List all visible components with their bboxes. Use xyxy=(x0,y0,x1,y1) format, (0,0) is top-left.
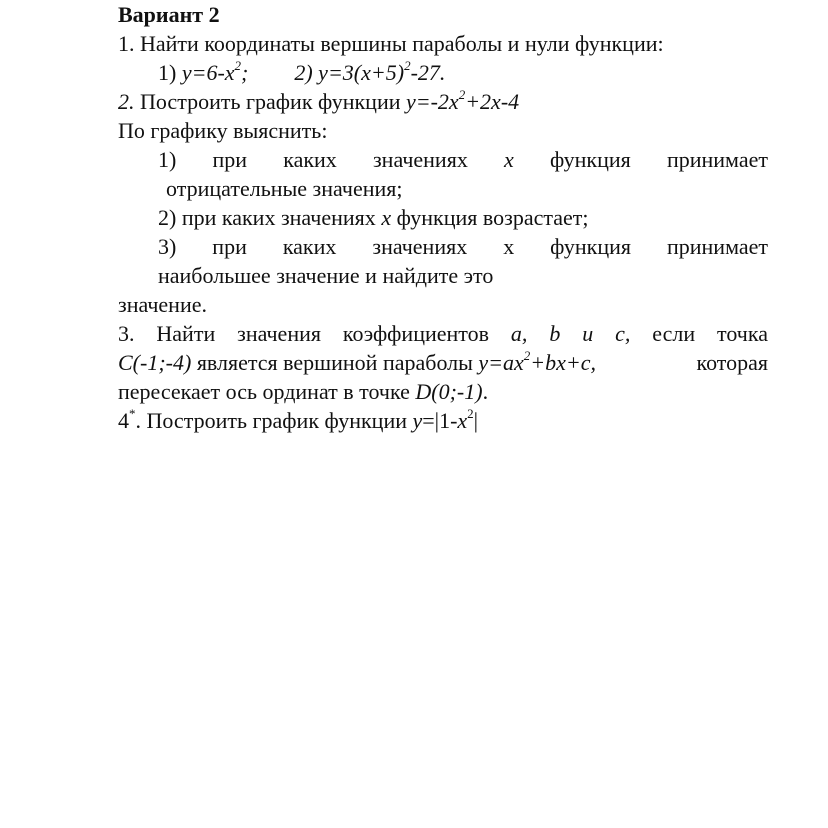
point-c: C(-1;-4) xyxy=(118,350,192,375)
task1-items xyxy=(118,58,768,87)
variant-title: Вариант 2 xyxy=(118,2,220,27)
task1-item1-number: 1) xyxy=(158,60,182,85)
task2-question2: 2) при каких значениях x функция возрастает; xyxy=(158,205,589,230)
point-d: D(0;-1) xyxy=(415,379,483,404)
task3-line2: C(-1;-4) является вершиной параболы $y=ax^2+bx+c$, которая xyxy=(118,347,768,375)
task1-item1-formula: $y=6-x^2$; xyxy=(181,57,249,85)
task1-item2-formula: 2) $y=3(x+5)^2-27$. xyxy=(294,57,446,85)
task4-heading: 4*. Построить график функции $y=|1-x^2|$ xyxy=(118,405,479,433)
task3-line1: 3. Найти значения коэффициентов a, b и c, если точка xyxy=(118,321,768,346)
document-page xyxy=(118,0,768,435)
task3-formula: $y=ax^2+bx+c$, xyxy=(478,347,597,375)
task2-question1-line1: 1) при каких значениях x функция принимает xyxy=(158,147,768,172)
task2-question3-line2: наибольшее значение и найдите это xyxy=(158,263,494,288)
task2-question1-line2: отрицательные значения; xyxy=(166,176,403,201)
task2-subheading: По графику выяснить: xyxy=(118,118,328,143)
task2-question3-line3: значение. xyxy=(118,292,207,317)
task1-heading: 1. Найти координаты вершины параболы и нули функции: xyxy=(118,31,664,56)
task2-number: 2. xyxy=(118,89,135,114)
task2-heading: 2. Построить график функции $y=-2x^2+2x-4$ xyxy=(118,86,520,114)
task3-line3: пересекает ось ординат в точке D(0;-1). xyxy=(118,379,489,404)
task2-formula: $y=-2x^2+2x-4$ xyxy=(406,86,520,114)
task2-question3-line1: 3) при каких значениях x функция принимает xyxy=(158,234,768,259)
